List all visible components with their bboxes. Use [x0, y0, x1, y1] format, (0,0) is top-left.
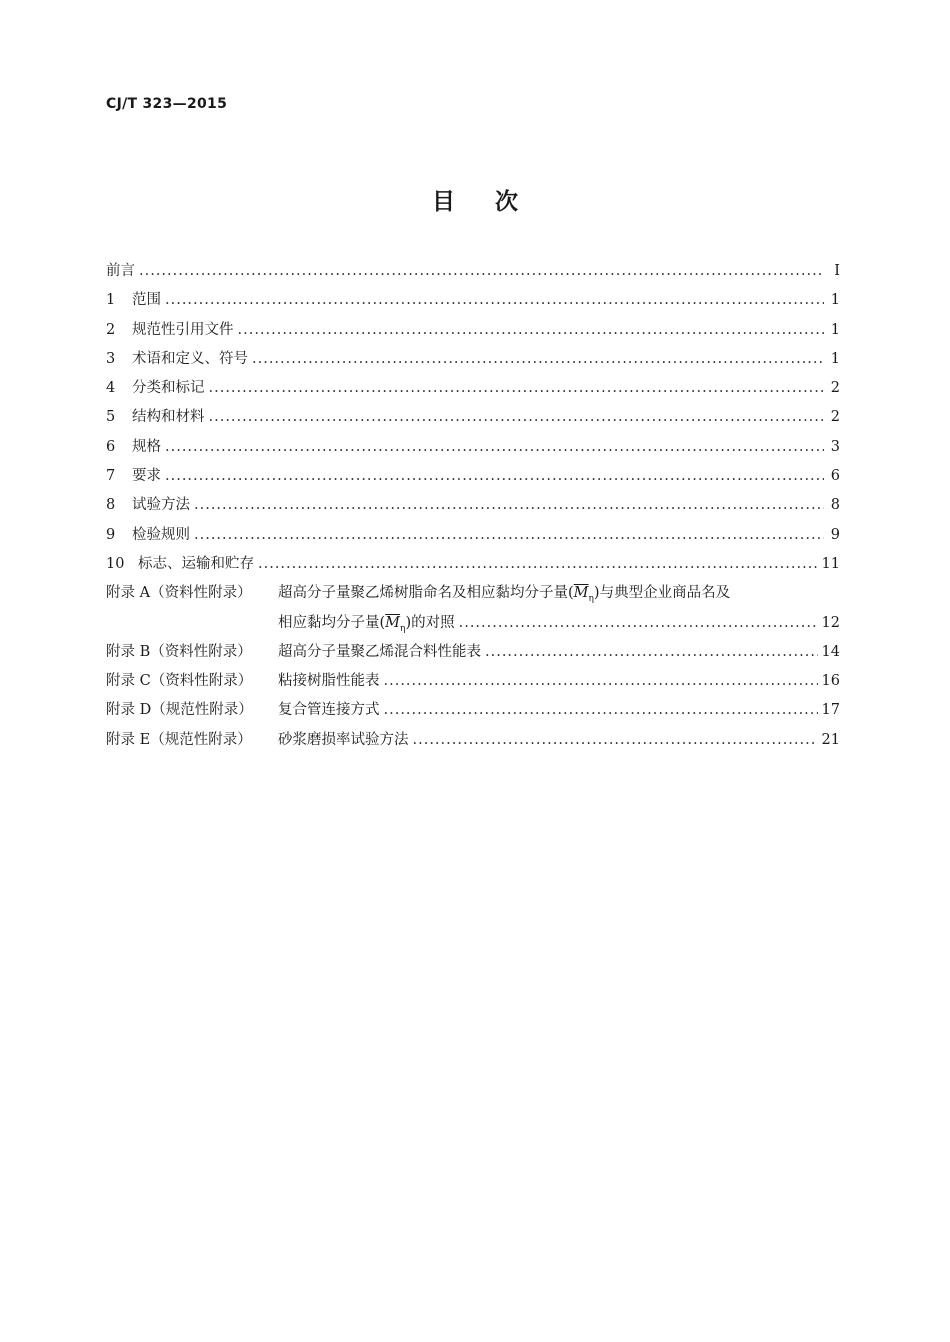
toc-entry-page: 9: [830, 526, 840, 543]
toc-entry-page: 1: [830, 292, 840, 309]
toc-entry-number: 2: [106, 321, 116, 338]
annex-a-line1-start: 超高分子量聚乙烯树脂命名及相应黏均分子量(: [278, 585, 574, 602]
dot-leader: [485, 638, 818, 667]
toc-entry-number: 5: [106, 409, 116, 426]
toc-entry-label: 复合管连接方式: [278, 702, 380, 719]
mean-molecular-weight-symbol: $\overline{M}$: [573, 585, 589, 602]
dot-leader: [165, 286, 824, 315]
toc-entry-4[interactable]: [106, 374, 840, 403]
toc-entry-number: 8: [106, 497, 116, 514]
toc-entry-page: 1: [830, 321, 840, 338]
toc-title: [0, 183, 950, 216]
toc-entry-number: 7: [106, 468, 116, 485]
toc-entry-label: 粘接树脂性能表: [278, 673, 380, 690]
toc-entry-label: 范围: [132, 292, 161, 309]
toc-entry-10[interactable]: [106, 550, 840, 579]
toc-entry-foreword[interactable]: [106, 257, 840, 286]
toc-entry-page: 2: [830, 409, 840, 426]
dot-leader: [384, 696, 818, 725]
dot-leader: [384, 667, 818, 696]
toc-entry-page: Ⅰ: [834, 263, 840, 279]
toc-entry-label: 超高分子量聚乙烯混合料性能表: [278, 643, 481, 660]
toc-entry-label: 试验方法: [132, 497, 190, 514]
dot-leader: [194, 491, 824, 520]
dot-leader: [459, 609, 818, 638]
toc-entry-label: 要求: [132, 468, 161, 485]
toc-entry-page: 1: [830, 350, 840, 367]
toc-entry-label: 术语和定义、符号: [132, 350, 248, 367]
dot-leader: [252, 345, 824, 374]
annex-prefix: 附录 D（规范性附录）: [106, 702, 253, 719]
toc-entry-page: 11: [821, 555, 840, 572]
dot-leader: [139, 257, 824, 286]
toc-entry-page: 12: [821, 614, 840, 631]
annex-a-line2-start: 相应黏均分子量(: [278, 614, 386, 631]
annex-prefix: 附录 C（资料性附录）: [106, 673, 253, 690]
toc-entry-page: 8: [830, 497, 840, 514]
toc-entry-number: 10: [106, 555, 125, 572]
toc-entry-label: 结构和材料: [132, 409, 205, 426]
dot-leader: [238, 316, 825, 345]
toc-entry-1[interactable]: [106, 286, 840, 315]
toc-title-char-2: 次: [495, 189, 518, 215]
toc-entry-annex-d[interactable]: [106, 696, 840, 725]
toc-entry-3[interactable]: [106, 345, 840, 374]
toc-entry-page: 17: [821, 702, 840, 719]
toc-entry-page: 16: [821, 673, 840, 690]
annex-a-line1-end: )与典型企业商品名及: [593, 585, 731, 602]
toc-entry-label: 分类和标记: [132, 380, 205, 397]
toc-entry-label: 砂浆磨损率试验方法: [278, 731, 409, 748]
dot-leader: [413, 726, 818, 755]
toc-entry-page: 2: [830, 380, 840, 397]
toc-entry-label: 标志、运输和贮存: [138, 555, 254, 572]
toc-entry-annex-a-continued[interactable]: [106, 609, 840, 638]
dot-leader: [165, 433, 824, 462]
toc-entry-page: 6: [830, 468, 840, 485]
toc-entry-number: 6: [106, 438, 116, 455]
table-of-contents: [106, 257, 840, 755]
toc-entry-annex-b[interactable]: [106, 638, 840, 667]
toc-entry-page: 3: [830, 438, 840, 455]
toc-entry-8[interactable]: [106, 491, 840, 520]
mean-molecular-weight-symbol: $\overline{M}$: [385, 614, 401, 631]
toc-entry-number: 1: [106, 292, 116, 309]
toc-entry-6[interactable]: [106, 433, 840, 462]
toc-entry-annex-c[interactable]: [106, 667, 840, 696]
dot-leader: [209, 374, 825, 403]
toc-entry-2[interactable]: [106, 316, 840, 345]
toc-entry-9[interactable]: [106, 521, 840, 550]
dot-leader: [209, 403, 825, 432]
dot-leader: [258, 550, 818, 579]
toc-entry-label: 规格: [132, 438, 161, 455]
document-code: CJ/T 323—2015: [106, 96, 228, 112]
toc-entry-label: 前言: [106, 263, 135, 279]
toc-entry-page: 14: [821, 643, 840, 660]
annex-prefix: 附录 A（资料性附录）: [106, 585, 252, 602]
toc-entry-5[interactable]: [106, 403, 840, 432]
dot-leader: [194, 521, 824, 550]
annex-a-line2-end: )的对照: [405, 614, 455, 631]
toc-entry-number: 4: [106, 380, 116, 397]
mean-molecular-weight-subscript: η: [400, 623, 406, 634]
toc-entry-7[interactable]: [106, 462, 840, 491]
toc-title-char-1: 目: [432, 189, 455, 215]
toc-entry-annex-a[interactable]: [106, 579, 840, 608]
toc-entry-label: 规范性引用文件: [132, 321, 234, 338]
toc-entry-number: 9: [106, 526, 116, 543]
mean-molecular-weight-subscript: η: [588, 594, 594, 605]
toc-entry-annex-e[interactable]: [106, 726, 840, 755]
toc-entry-label: 检验规则: [132, 526, 190, 543]
toc-entry-page: 21: [821, 731, 840, 748]
annex-prefix: 附录 B（资料性附录）: [106, 643, 252, 660]
toc-entry-number: 3: [106, 350, 116, 367]
dot-leader: [165, 462, 824, 491]
annex-prefix: 附录 E（规范性附录）: [106, 731, 252, 748]
